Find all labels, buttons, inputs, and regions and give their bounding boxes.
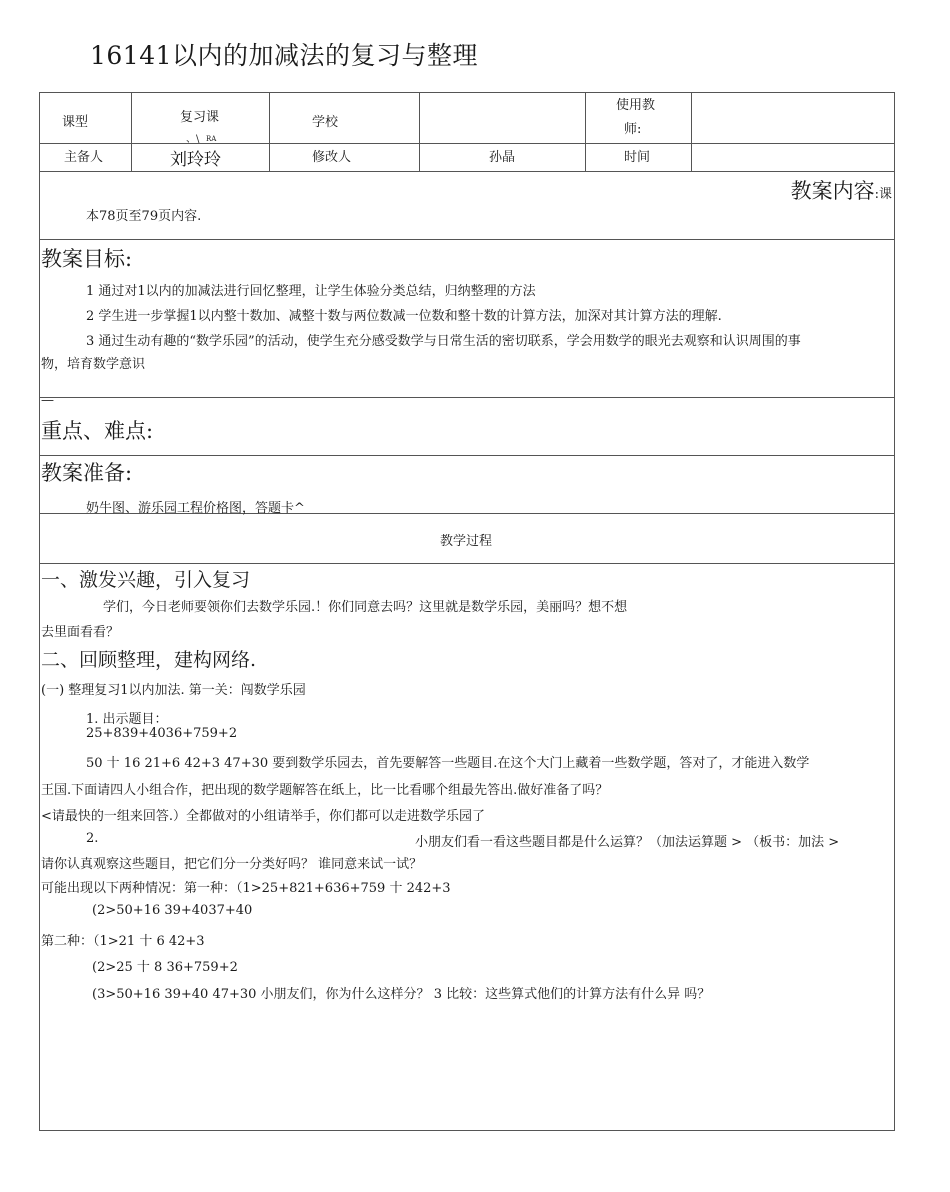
label-school: 学校 bbox=[312, 115, 339, 130]
content-heading-wrap bbox=[791, 175, 892, 205]
expression-line: 25+839+4036+759+2 bbox=[86, 726, 238, 741]
item-number: 2. bbox=[86, 831, 99, 846]
expression-line: (2>50+16 39+4037+40 bbox=[92, 903, 253, 918]
table-border-left bbox=[39, 92, 40, 1131]
label-lesson-type: 课型 bbox=[62, 115, 89, 130]
lead-preparer-value: 刘玲玲 bbox=[170, 150, 221, 170]
lesson-type-tiny-mark: RA bbox=[206, 135, 217, 143]
table-col-divider bbox=[691, 92, 692, 172]
table-border-top bbox=[39, 92, 895, 93]
key-points-heading: 重点、难点: bbox=[41, 419, 154, 443]
table-rule bbox=[39, 171, 895, 172]
table-rule bbox=[39, 455, 895, 456]
label-editor: 修改人 bbox=[312, 150, 352, 165]
paragraph-line: 学们，今日老师要领你们去数学乐园.！你们同意去吗？这里就是数学乐园，美丽吗？想不想 bbox=[103, 600, 628, 615]
prep-text: 奶牛图、游乐园工程价格图，答题卡^ bbox=[86, 501, 305, 516]
label-time: 时间 bbox=[624, 150, 651, 165]
paragraph-line: (3>50+16 39+40 47+30 小朋友们，你为什么这样分？ 3 比较：这些算式他们的计算方法有什么异 吗？ bbox=[92, 987, 711, 1002]
table-rule bbox=[39, 143, 895, 144]
label-teacher-line1: 使用教 bbox=[616, 98, 656, 113]
document-title: 16141以内的加减法的复习与整理 bbox=[90, 41, 479, 70]
paragraph-line: <请最快的一组来回答.）全都做对的小组请举手，你们都可以走进数学乐园了 bbox=[41, 809, 486, 824]
expression-line: (2>25 十 8 36+759+2 bbox=[92, 960, 238, 975]
subsection-heading: (一) 整理复习1以内加法. 第一关：闯数学乐园 bbox=[41, 683, 306, 698]
goal-item: 2 学生进一步掌握1以内整十数加、减整十数与两位数减一位数和整十数的计算方法，加深对其计算方法的理解. bbox=[86, 309, 722, 324]
lesson-type-value: 复习课 bbox=[180, 110, 220, 125]
paragraph-line: 王国.下面请四人小组合作，把出现的数学题解答在纸上，比一比看哪个组最先答出.做好准备了吗？ bbox=[41, 783, 609, 798]
table-rule bbox=[39, 397, 895, 398]
goal-item: 1 通过对1以内的加减法进行回忆整理，让学生体验分类总结，归纳整理的方法 bbox=[86, 284, 536, 299]
table-col-divider bbox=[419, 92, 420, 172]
goal-item: 物，培育数学意识 bbox=[41, 357, 146, 372]
table-rule bbox=[39, 239, 895, 240]
table-border-bottom bbox=[39, 1130, 895, 1131]
paragraph-line: 小朋友们看一看这些题目都是什么运算？（加法运算题 > （板书：加法 > bbox=[415, 835, 840, 850]
expression-line: 第二种：（1>21 十 6 42+3 bbox=[41, 934, 205, 949]
table-rule bbox=[39, 563, 895, 564]
paragraph-line: 1. 出示题目： bbox=[86, 712, 168, 727]
paragraph-line: 可能出现以下两种情况：第一种：（1>25+821+636+759 十 242+3 bbox=[41, 881, 451, 896]
section-heading: 一、激发兴趣，引入复习 bbox=[41, 569, 251, 591]
section-heading: 二、回顾整理，建构网络. bbox=[41, 649, 257, 671]
key-points-dash: — bbox=[41, 393, 54, 408]
prep-heading: 教案准备: bbox=[41, 461, 133, 485]
label-lead-preparer: 主备人 bbox=[64, 150, 104, 165]
goals-heading: 教案目标: bbox=[41, 247, 133, 271]
table-col-divider bbox=[269, 92, 270, 172]
table-col-divider bbox=[585, 92, 586, 172]
goal-item: 3 通过生动有趣的“数学乐园”的活动，使学生充分感受数学与日常生活的密切联系，学会用数学的眼光去观察和认识周围的事 bbox=[86, 334, 801, 349]
content-heading: 教案内容 bbox=[790, 179, 875, 203]
paragraph-line: 请你认真观察这些题目，把它们分一分类好吗？ 谁同意来试一试？ bbox=[41, 857, 423, 872]
lesson-type-mark: 、\ bbox=[186, 134, 200, 145]
process-heading: 教学过程 bbox=[440, 534, 493, 549]
table-col-divider bbox=[131, 92, 132, 172]
paragraph-line: 50 十 16 21+6 42+3 47+30 要到数学乐园去，首先要解答一些题目.在这个大门上藏着一些数学题，答对了，才能进入数学 bbox=[86, 756, 810, 771]
label-teacher-line2: 师: bbox=[624, 122, 642, 137]
editor-value: 孙晶 bbox=[489, 150, 516, 165]
table-border-right bbox=[894, 92, 895, 1131]
content-heading-tail: :课 bbox=[874, 187, 892, 202]
paragraph-line: 去里面看看？ bbox=[41, 625, 120, 640]
content-text: 本78页至79页内容. bbox=[86, 209, 202, 224]
